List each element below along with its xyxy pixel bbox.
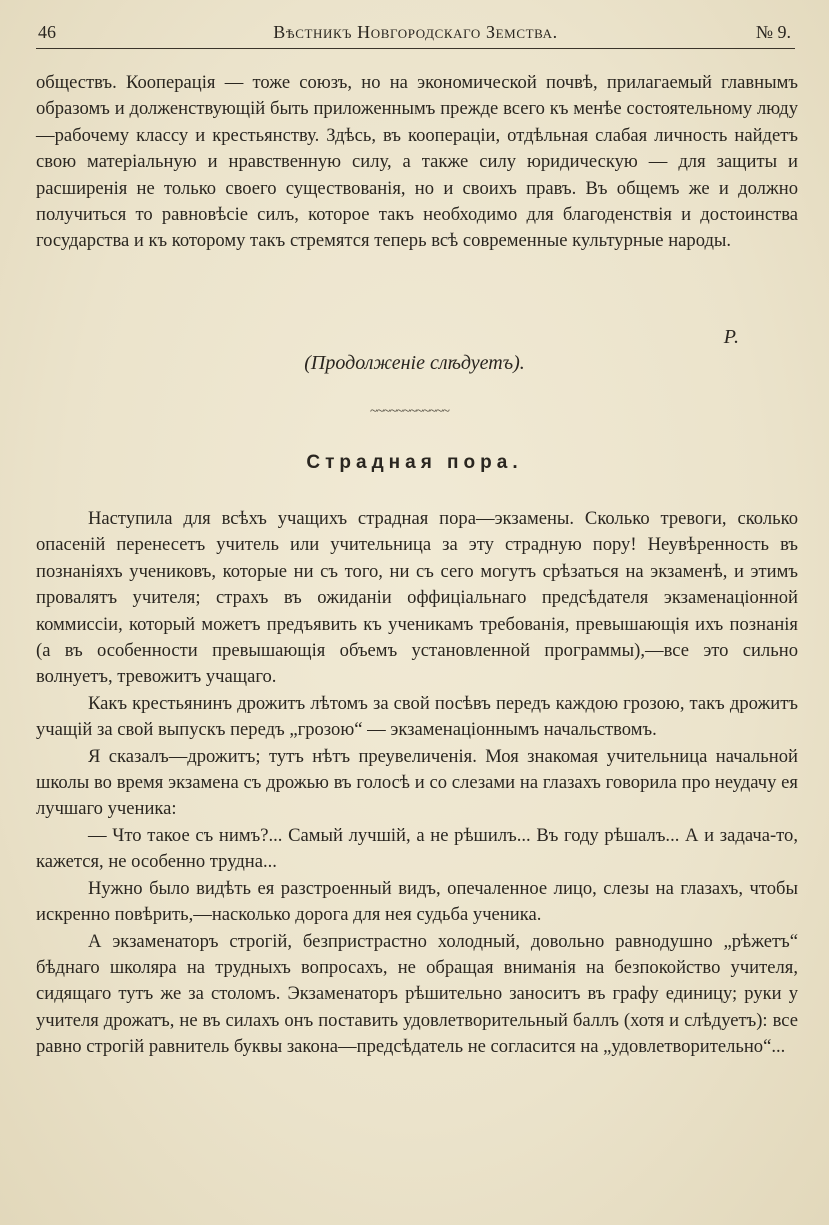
issue-number: № 9. [755, 22, 791, 42]
journal-title: Вѣстникъ Новгородскаго Земства. [273, 22, 558, 42]
paragraph: обществъ. Кооперація — тоже союзъ, но на экономической почвѣ, прилагаемый главнымъ образомъ и долженствующій быть приложеннымъ прежде всего къ менѣе состоятельному люду—рабочему классу и крестьянству. Здѣсь, въ коопераціи, отдѣльная слабая личность найдетъ свою матеріальную и нравственную силу, а также силу юридическую — для защиты и расширенія не только своего существованія, но и своихъ правъ. Въ общемъ же и должно получиться то равновѣсіе силъ, которое такъ необходимо для благоденствія и достоинства государства и къ которому такъ стремятся теперь всѣ современные культурные народы. [36, 72, 798, 252]
article-title: Страдная пора. [306, 452, 523, 473]
author-signature: Р. [723, 326, 739, 348]
continuation-text [36, 70, 798, 255]
paragraph: Я сказалъ—дрожитъ; тутъ нѣтъ преувеличенія. Моя знакомая учительница начальной школы во время экзамена съ дрожью въ голосѣ и со слезами на глазахъ говорила про неудачу ея лучшаго ученика: [36, 745, 798, 820]
dialogue-line: — Что такое съ нимъ?... Самый лучшій, а не рѣшилъ... Въ году рѣшалъ... А и задача-то, кажется, не особенно трудна... [36, 824, 798, 873]
page-number: 46 [38, 22, 56, 42]
section-divider: ~~~~~~~~~~~~ [370, 404, 449, 419]
paragraph: Нужно было видѣть ея разстроенный видъ, опечаленное лицо, слезы на глазахъ, чтобы искренно повѣрить,—насколько дорога для нея судьба ученика. [36, 877, 798, 926]
article-body [36, 506, 798, 1061]
paragraph: А экзаменаторъ строгій, безпристрастно холодный, довольно равнодушно „рѣжетъ“ бѣднаго школяра на трудныхъ вопросахъ, не обращая вниманія на безпокойство учителя, сидящаго тутъ же за столомъ. Экзаменаторъ рѣшительно заноситъ въ графу единицу; руки у учителя дрожатъ, не въ силахъ онъ поставить удовлетворительный баллъ (хотя и слѣдуетъ): все равно строгій равнитель буквы закона—предсѣдатель не согласится на „удовлетворительно“... [36, 930, 798, 1058]
continued-note: (Продолженіе слѣдуетъ). [304, 352, 525, 374]
paragraph: Наступила для всѣхъ учащихъ страдная пора—экзамены. Сколько тревоги, сколько опасеній перенесетъ учитель или учительница за эту страдную пору! Неувѣренность въ познаніяхъ учениковъ, которые ни съ того, ни съ сего могутъ срѣзаться на экзаменѣ, и этимъ провалятъ учителя; страхъ въ ожиданіи оффиціальнаго предсѣдателя экзаменаціонной коммиссіи, который можетъ предъявить къ ученикамъ требованія, превышающія ихъ познанія (а въ особенности превышающія объемъ установленной программы),—все это сильно волнуетъ, тревожитъ учащаго. [36, 508, 798, 688]
paragraph: Какъ крестьянинъ дрожитъ лѣтомъ за свой посѣвъ передъ каждою грозою, такъ дрожитъ учащій за свой выпускъ передъ „грозою“ — экзаменаціоннымъ начальствомъ. [36, 692, 798, 741]
running-header [36, 18, 795, 49]
